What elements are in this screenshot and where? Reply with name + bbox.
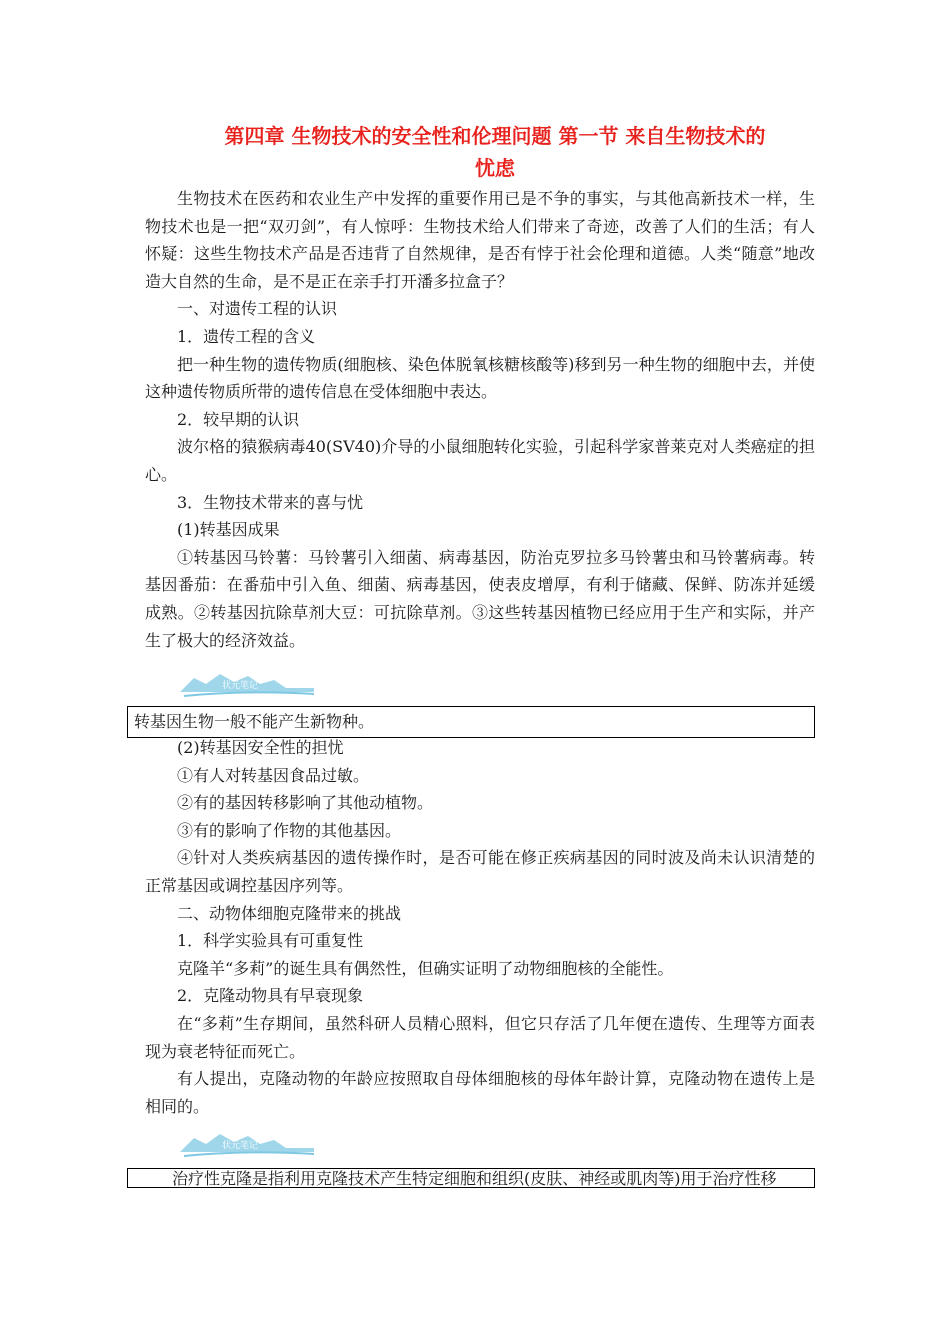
note-text-1: 转基因生物一般不能产生新物种。	[134, 712, 375, 731]
concern-point-2: ②有的基因转移影响了其他动植物。	[177, 793, 434, 813]
section2-item2-heading: 2．克隆动物具有早衰现象	[177, 986, 364, 1006]
intro-paragraph: 生物技术在医药和农业生产中发挥的重要作用已是不争的事实，与其他高新技术一样，生物技术也是一把“双刃剑”，有人惊呼：生物技术给人们带来了奇迹，改善了人们的生活；有人怀疑：这些生物技术产品是否违背了自然规律，是否有悖于社会伦理和道德。人类“随意”地改造大自然的生命，是不是正在亲手打开潘多拉盒子？	[145, 189, 815, 291]
note-text-2: 治疗性克隆是指利用克隆技术产生特定细胞和组织(皮肤、神经或肌肉等)用于治疗性移	[172, 1169, 777, 1188]
section2-heading: 二、动物体细胞克隆带来的挑战	[177, 903, 402, 923]
page-title	[140, 120, 850, 184]
concern-point-4: ④针对人类疾病基因的遗传操作时，是否可能在修正疾病基因的同时波及尚未认识清楚的正常基因或调控基因序列等。	[145, 848, 815, 895]
main-body	[145, 185, 815, 654]
section1b-body	[145, 734, 815, 1120]
section1-item2-text: 波尔格的猿猴病毒40(SV40)介导的小鼠细胞转化实验，引起科学家普莱克对人类癌症的担心。	[145, 437, 815, 484]
concern-point-1: ①有人对转基因食品过敏。	[177, 765, 370, 785]
note-box-2	[127, 1168, 815, 1188]
title-line-2: 忧虑	[475, 156, 515, 180]
section2-item2-text: 在“多莉”生存期间，虽然科研人员精心照料，但它只存活了几年便在遗传、生理等方面表现为衰老特征而死亡。	[145, 1013, 815, 1061]
note-label-2: 状元笔记	[222, 1141, 259, 1151]
section1-sub1-text: ①转基因马铃薯：马铃薯引入细菌、病毒基因，防治克罗拉多马铃薯虫和马铃薯病毒。转基因番茄：在番茄中引入鱼、细菌、病毒基因，使表皮增厚，有利于储藏、保鲜、防冻并延缓成熟。②转基因抗除草剂大豆：可抗除草剂。③这些转基因植物已经应用于生产和实际，并产生了极大的经济效益。	[145, 547, 815, 650]
section1-sub1-heading: (1)转基因成果	[177, 520, 280, 540]
concern-point-3: ③有的影响了作物的其他基因。	[177, 820, 402, 840]
section1-item1-heading: 1．遗传工程的含义	[177, 326, 316, 346]
note-decoration-1	[176, 668, 316, 702]
section1-item1-text: 把一种生物的遗传物质(细胞核、染色体脱氧核糖核酸等)移到另一种生物的细胞中去，并使这种遗传物质所带的遗传信息在受体细胞中表达。	[145, 354, 815, 402]
section1-item3-heading: 3．生物技术带来的喜与忧	[177, 492, 364, 512]
note-decoration-2	[176, 1128, 316, 1162]
section2-item1-text: 克隆羊“多莉”的诞生具有偶然性，但确实证明了动物细胞核的全能性。	[177, 958, 674, 978]
note-label-1: 状元笔记	[222, 681, 259, 691]
section2-item2-text2: 有人提出，克隆动物的年龄应按照取自母体细胞核的母体年龄计算，克隆动物在遗传上是相同的。	[145, 1069, 815, 1116]
title-line-1: 第四章 生物技术的安全性和伦理问题 第一节 来自生物技术的	[224, 124, 766, 148]
section1-sub2-heading: (2)转基因安全性的担忧	[177, 738, 344, 757]
section2-item1-heading: 1．科学实验具有可重复性	[177, 931, 364, 951]
section1-heading: 一、对遗传工程的认识	[177, 299, 338, 319]
section1-item2-heading: 2．较早期的认识	[177, 409, 300, 429]
